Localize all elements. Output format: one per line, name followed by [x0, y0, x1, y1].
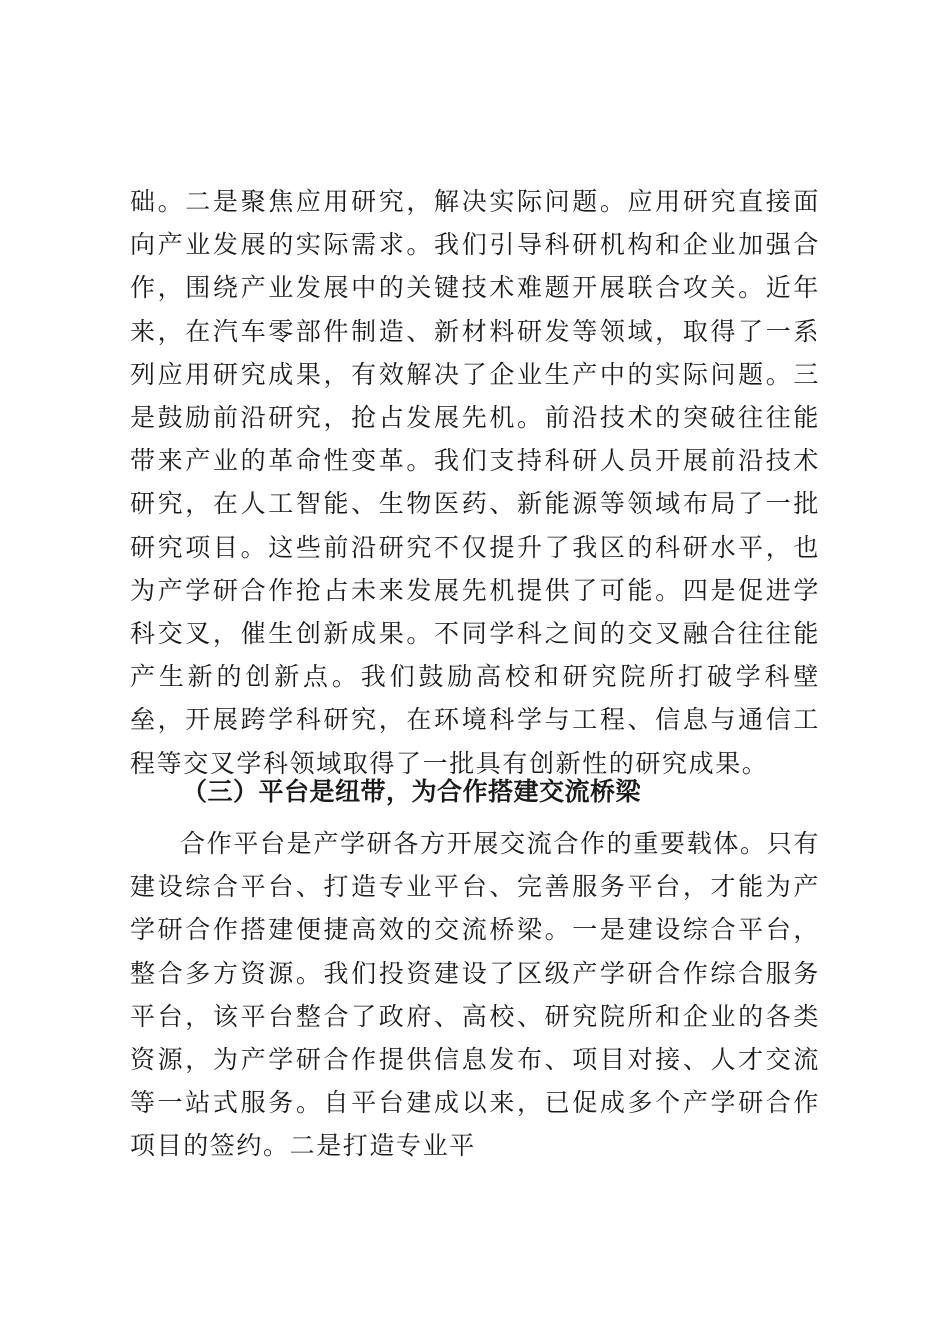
body-paragraph-section: 合作平台是产学研各方开展交流合作的重要载体。只有建设综合平台、打造专业平台、完善服务平台，才能为产学研合作搭建便捷高效的交流桥梁。一是建设综合平台，整合多方资源。我们投资建设了区级产学研合作综合服务平台，该平台整合了政府、高校、研究院所和企业的各类资源，为产学研合作提供信息发布、项目对接、人才交流等一站式服务。自平台建成以来，已促成多个产学研合作项目的签约。二是打造专业平: [130, 829, 820, 1161]
body-paragraph-continuation: 础。二是聚焦应用研究，解决实际问题。应用研究直接面向产业发展的实际需求。我们引导科研机构和企业加强合作，围绕产业发展中的关键技术难题开展联合攻关。近年来，在汽车零部件制造、新材料研发等领域，取得了一系列应用研究成果，有效解决了企业生产中的实际问题。三是鼓励前沿研究，抢占发展先机。前沿技术的突破往往能带来产业的革命性变革。我们支持科研人员开展前沿技术研究，在人工智能、生物医药、新能源等领域布局了一批研究项目。这些前沿研究不仅提升了我区的科研水平，也为产学研合作抢占未来发展先机提供了可能。四是促进学科交叉，催生创新成果。不同学科之间的交叉融合往往能产生新的创新点。我们鼓励高校和研究院所打破学科壁垒，开展跨学科研究，在环境科学与工程、信息与通信工程等交叉学科领域取得了一批具有创新性的研究成果。: [130, 187, 820, 778]
section-heading: （三）平台是纽带，为合作搭建交流桥梁: [182, 777, 642, 806]
